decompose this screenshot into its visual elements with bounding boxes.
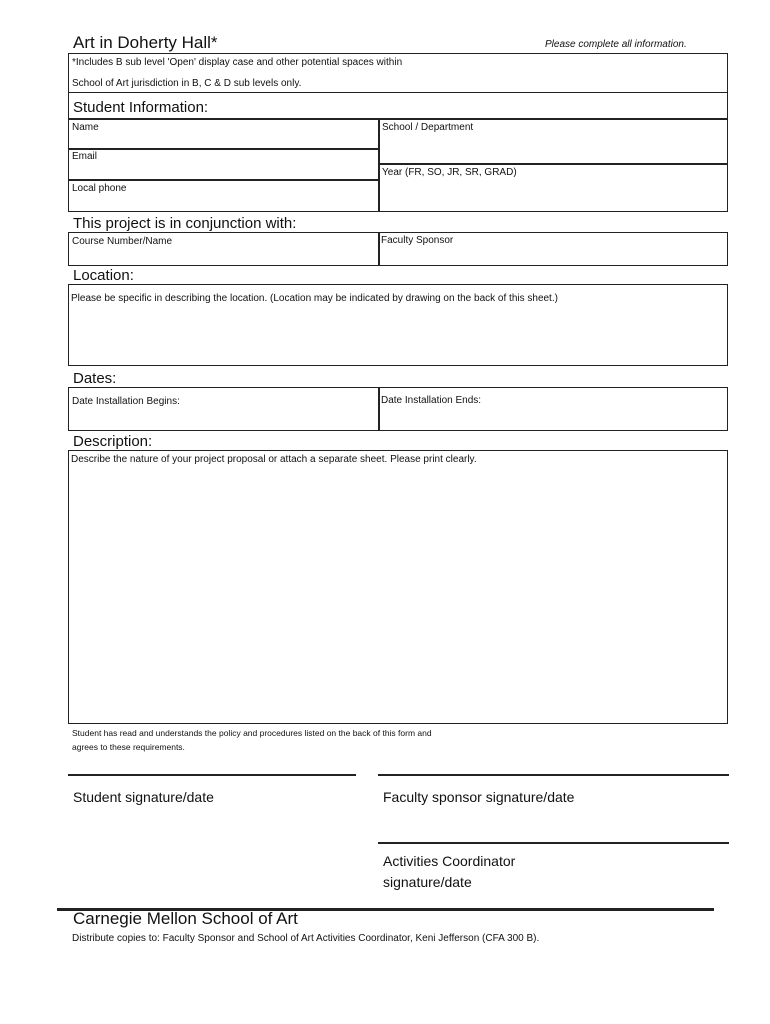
faculty-sponsor-field[interactable] (380, 247, 726, 264)
form-title: Art in Doherty Hall* (73, 33, 218, 52)
year-field-label: Year (FR, SO, JR, SR, GRAD) (382, 167, 517, 178)
jurisdiction-note-line2: School of Art jurisdiction in B, C & D sub levels only. (72, 78, 302, 89)
faculty-sponsor-label: Faculty Sponsor (381, 235, 454, 246)
course-field[interactable] (70, 247, 376, 264)
organization-name: Carnegie Mellon School of Art (73, 909, 298, 928)
begin-date-field[interactable] (70, 408, 376, 429)
student-signature-line[interactable] (68, 774, 356, 776)
coordinator-signature-line[interactable] (378, 842, 729, 844)
end-date-field[interactable] (380, 408, 726, 429)
school-department-label: School / Department (382, 122, 474, 133)
coordinator-signature-label-line1: Activities Coordinator (383, 853, 516, 869)
jurisdiction-note-line1: *Includes B sub level 'Open' display case and other potential spaces within (72, 57, 403, 68)
instruction-text: Please complete all information. (545, 39, 687, 50)
school-department-field[interactable] (380, 133, 726, 162)
divider (68, 118, 728, 120)
divider (378, 163, 728, 165)
begin-date-label: Date Installation Begins: (72, 396, 180, 407)
location-heading: Location: (73, 267, 134, 284)
agreement-line2: agrees to these requirements. (72, 742, 185, 752)
distribution-note: Distribute copies to: Faculty Sponsor and School of Art Activities Coordinator, Keni Jefferson (CFA 300 B). (72, 933, 540, 944)
email-field-label: Email (72, 151, 98, 162)
student-signature-label: Student signature/date (73, 789, 214, 805)
faculty-signature-label: Faculty sponsor signature/date (383, 789, 575, 805)
divider (68, 148, 379, 150)
dates-heading: Dates: (73, 370, 117, 387)
coordinator-signature-label-line2: signature/date (383, 874, 472, 890)
phone-field[interactable] (70, 194, 376, 211)
description-field[interactable] (68, 450, 728, 724)
phone-field-label: Local phone (72, 183, 127, 194)
agreement-line1: Student has read and understands the policy and procedures listed on the back of this form and (72, 728, 432, 738)
location-instruction: Please be specific in describing the location. (Location may be indicated by drawing on the back of this sheet.) (71, 293, 558, 304)
name-field-label: Name (72, 122, 99, 133)
email-field[interactable] (70, 162, 376, 178)
name-field[interactable] (70, 133, 376, 147)
faculty-signature-line[interactable] (378, 774, 729, 776)
description-instruction: Describe the nature of your project proposal or attach a separate sheet. Please print clearly. (71, 454, 477, 465)
divider (68, 179, 379, 181)
year-field[interactable] (380, 178, 726, 211)
course-field-label: Course Number/Name (72, 236, 173, 247)
end-date-label: Date Installation Ends: (381, 395, 482, 406)
project-heading: This project is in conjunction with: (73, 215, 297, 232)
description-heading: Description: (73, 433, 153, 450)
student-info-heading: Student Information: (73, 99, 209, 116)
